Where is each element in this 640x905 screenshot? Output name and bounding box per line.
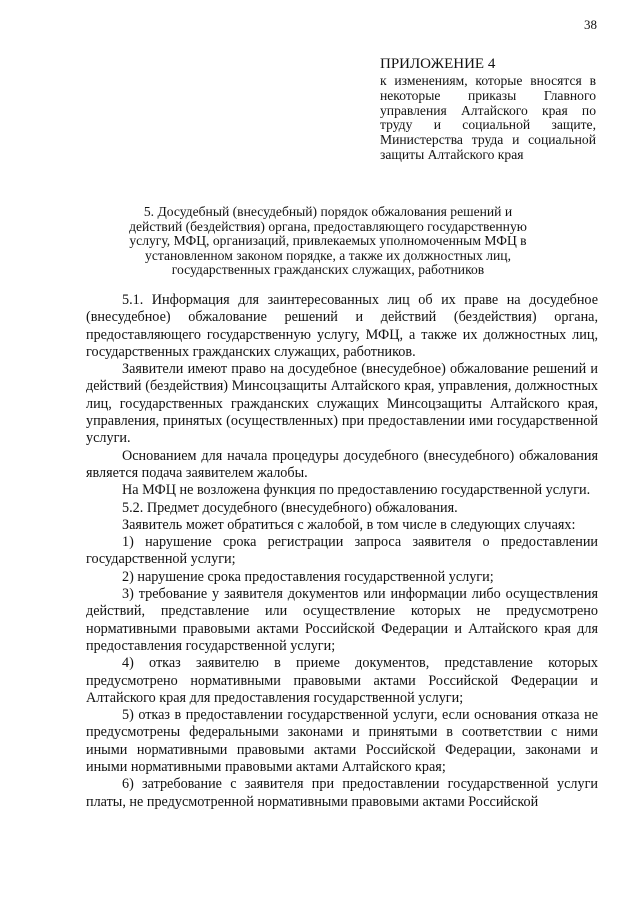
appendix-title: ПРИЛОЖЕНИЕ 4	[380, 56, 496, 72]
list-item: 4) отказ заявителю в приеме документов, представление которых предусмотрено нормативными правовыми актами Российской Федерации и Алтайского края для предоставления государственной услуги;	[86, 655, 598, 706]
paragraph: 5.2. Предмет досудебного (внесудебного) обжалования.	[122, 499, 458, 516]
appendix-block	[380, 56, 596, 163]
list-item: 6) затребование с заявителя при предоставлении государственной услуги платы, не предусмотренной нормативными правовыми актами Российской	[86, 776, 598, 810]
paragraph: 5.1. Информация для заинтересованных лиц об их праве на досудебное (внесудебное) обжалование решений и действий (бездействия) органа, предоставляющего государственную услугу, МФЦ, а также их должностных лиц, государственных гражданских служащих, работников.	[86, 292, 598, 360]
list-item: 2) нарушение срока предоставления государственной услуги;	[122, 568, 494, 585]
paragraph: Заявители имеют право на досудебное (внесудебное) обжалование решений и действий (бездействия) Минсоцзащиты Алтайского края, управления, должностных лиц, государственных гражданских служащих Минсоцзащиты Алтайского края, управления, принятых (осуществленных) при предоставлении ими государственной услуги.	[86, 361, 598, 447]
page-number: 38	[584, 17, 597, 32]
paragraph: Заявитель может обратиться с жалобой, в том числе в следующих случаях:	[122, 516, 576, 533]
paragraph: Основанием для начала процедуры досудебного (внесудебного) обжалования является подача заявителем жалобы.	[86, 447, 598, 481]
document-body	[86, 292, 598, 811]
list-item: 3) требование у заявителя документов или информации либо осуществления действий, представление или осуществление которых не предусмотрено нормативными правовыми актами Российской Федерации и Алтайского края для предоставления государственной услуги;	[86, 586, 598, 654]
section-heading: 5. Досудебный (внесудебный) порядок обжалования решений и действий (бездействия) органа, предоставляющего государственную услугу, МФЦ, организаций, привлекаемых уполномоченным МФЦ в установленном законом порядке, а также их должностных лиц, государственных гражданских служащих, работников	[129, 204, 527, 278]
appendix-description: к изменениям, которые вносятся в некоторые приказы Главного управления Алтайского края по труду и социальной защите, Министерства труда и социальной защиты Алтайского края	[380, 73, 596, 162]
list-item: 5) отказ в предоставлении государственной услуги, если основания отказа не предусмотрены федеральными законами и принятыми в соответствии с ними иными нормативными правовыми актами Российской Федерации, законами и иными нормативными правовыми актами Алтайского края;	[86, 707, 598, 776]
list-item: 1) нарушение срока регистрации запроса заявителя о предоставлении государственной услуги;	[86, 534, 598, 568]
paragraph: На МФЦ не возложена функция по предоставлению государственной услуги.	[122, 482, 591, 499]
